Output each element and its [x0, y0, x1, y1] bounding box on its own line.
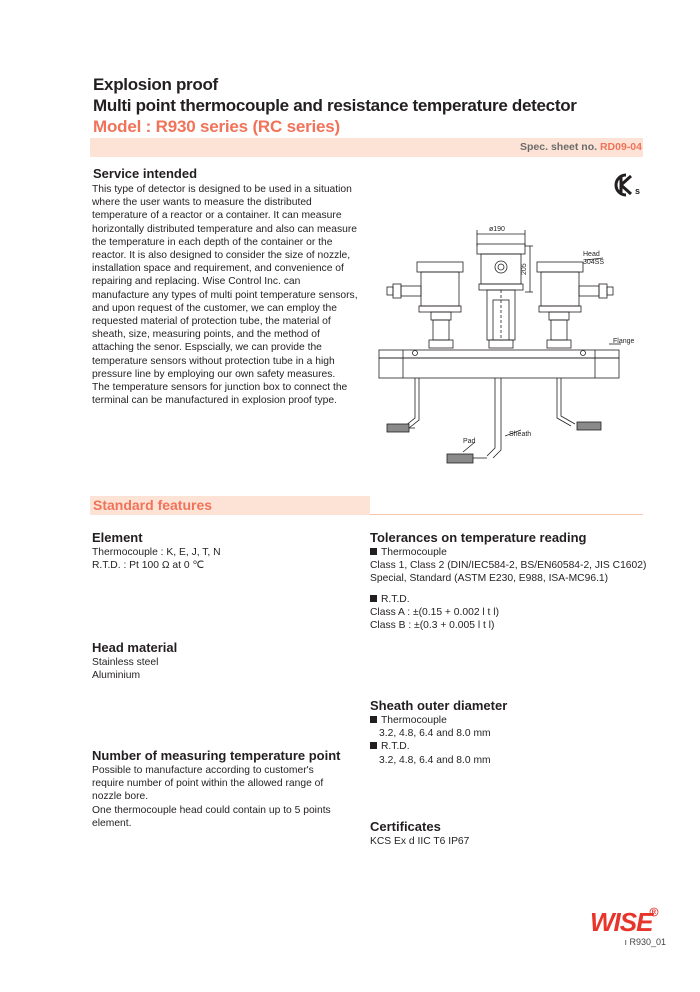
- svg-text:R: R: [651, 910, 657, 917]
- title-line-1: Explosion proof: [93, 75, 218, 94]
- kcs-mark-icon: [612, 172, 646, 203]
- certificates-text: KCS Ex d IIC T6 IP67: [370, 836, 470, 847]
- bullet-icon: [370, 742, 377, 749]
- dim-width-label: ø190: [489, 226, 505, 233]
- tolerances-text: Thermocouple Class 1, Class 2 (DIN/IEC584-2, BS/EN60584-2, JIS C1602) Special, Standard (ASTM E230, E988, ISA-MC96.1) R.T.D. Class A : ±(0.15 + 0.002 l t l) Class B : ±(0.3 + 0.005 l t l): [370, 547, 647, 632]
- flange-label: Flange: [613, 338, 635, 345]
- assembly-drawing: [375, 222, 645, 474]
- certificates-heading: Certificates: [370, 819, 441, 834]
- sheath-heading: Sheath outer diameter: [370, 698, 508, 713]
- features-heading: Standard features: [93, 497, 213, 513]
- head-material-text: Stainless steel Aluminium: [92, 657, 159, 682]
- head-label: Head: [583, 251, 600, 258]
- element-text: Thermocouple : K, E, J, T, N R.T.D. : Pt 100 Ω at 0 ℃: [92, 547, 221, 572]
- element-heading: Element: [92, 530, 143, 545]
- sheath-label: Sheath: [509, 431, 532, 438]
- sheath-text: Thermocouple 3.2, 4.8, 6.4 and 8.0 mm R.T.D. 3.2, 4.8, 6.4 and 8.0 mm: [370, 714, 491, 767]
- dim-height-label: 205: [521, 263, 528, 275]
- wise-logo: [588, 906, 660, 941]
- head-material-heading: Head material: [92, 640, 178, 655]
- bullet-icon: [370, 548, 377, 555]
- bullet-icon: [370, 716, 377, 723]
- logo-text: WISE: [590, 907, 653, 936]
- features-divider: [370, 514, 643, 515]
- spec-sheet-number: Spec. sheet no. RD09-04: [520, 141, 642, 153]
- page-number: ı R930_01: [624, 937, 666, 947]
- service-heading: Service intended: [93, 166, 198, 181]
- svg-text:s: s: [635, 186, 641, 196]
- bullet-icon: [370, 595, 377, 602]
- measuring-point-heading: Number of measuring temperature point: [92, 748, 341, 763]
- tolerances-heading: Tolerances on temperature reading: [370, 530, 587, 545]
- head-material-label: 304SS: [583, 259, 605, 266]
- title-line-2: Multi point thermocouple and resistance temperature detector: [93, 96, 577, 115]
- measuring-point-text: Possible to manufacture according to customer's require number of point within the allowed range of nozzle bore. One thermocouple head could contain up to 5 points element.: [92, 765, 331, 829]
- pad-label: Pad: [463, 438, 476, 445]
- service-text: This type of detector is designed to be used in a situation where the user wants to measure the distributed temperature of a reactor or a container. It can measure horizontally distributed temperature and also can measure the temperature in each depth of the container or the reactor. It is also designed to consider the size of nozzle, installation space and requirement, and convenience of repairing and replacing. Wise Control Inc. can manufacture any types of multi point temperature sensors, and upon request of the customer, we can employ the requested material of protection tube, the material of sheath, size, measuring points, and the method of attaching the senor. Espscially, we can provide the temperature sensors without protection tube in a high pressure line by employing our own safety measures. The temperature sensors for junction box to connect the terminal can be manufactured in explosion proof type.: [92, 184, 358, 407]
- model-title: Model : R930 series (RC series): [93, 117, 341, 136]
